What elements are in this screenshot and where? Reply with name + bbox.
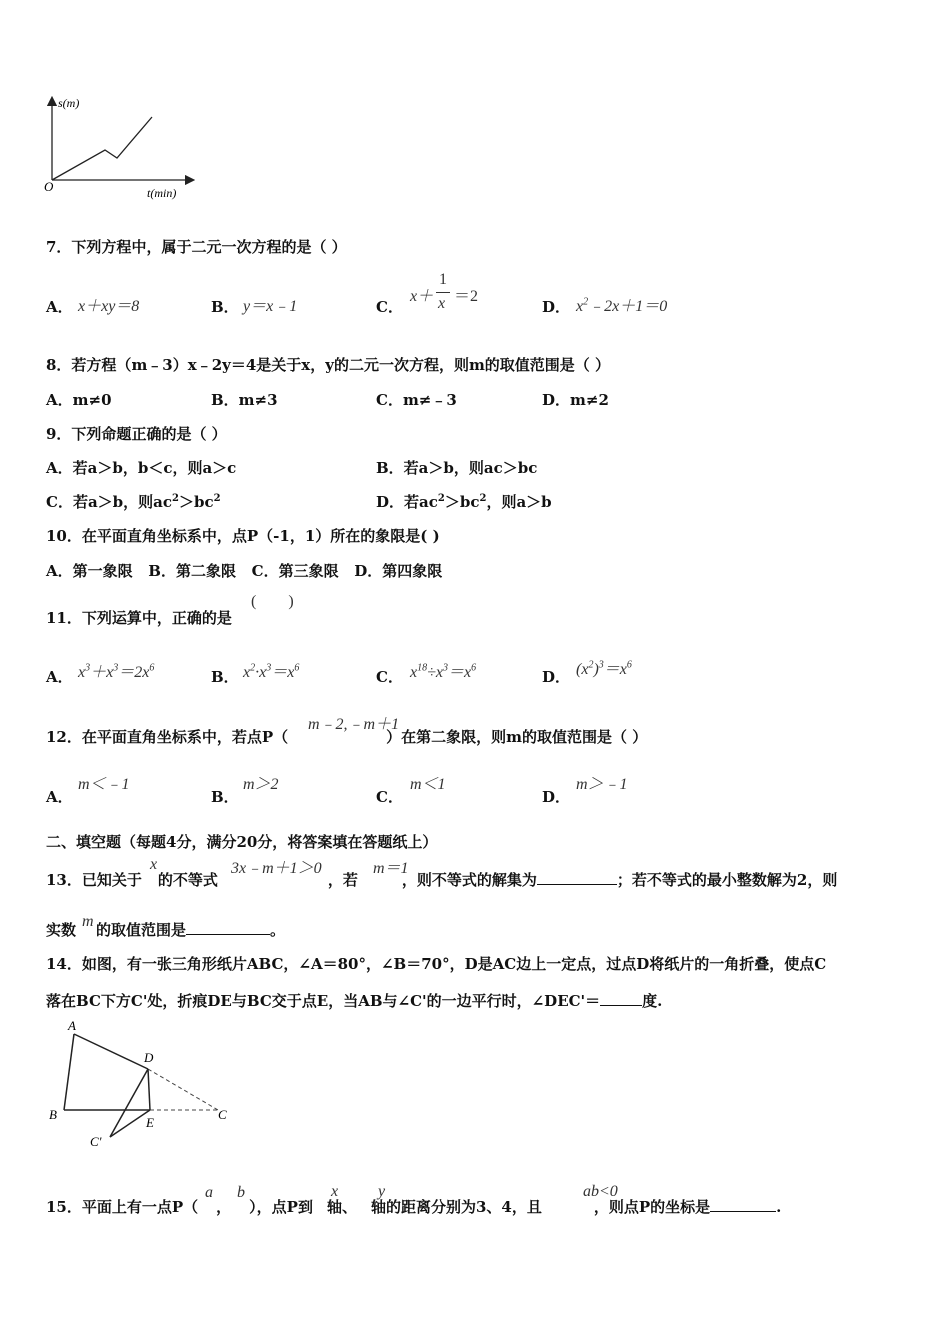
q8-option-d: D．m≠2 <box>542 391 609 409</box>
q7-c-fraction-bar <box>436 292 450 293</box>
q13-line1 <box>46 869 837 890</box>
q11-b-t1: 2 <box>250 662 256 674</box>
q13-line2-pre: 实数 <box>46 921 77 939</box>
q11-option-c <box>410 659 476 682</box>
q11-b-t5: 6 <box>294 662 300 674</box>
q8-option-b: B．m≠3 <box>211 391 278 409</box>
q15-end: . <box>776 1198 782 1216</box>
segment-DE <box>148 1069 150 1110</box>
q10-options: A．第一象限 B．第二象限 C．第三象限 D．第四象限 <box>46 562 443 580</box>
segment-AB <box>64 1034 74 1110</box>
q11-label-a: A． <box>46 668 73 686</box>
q7-stem: 7．下列方程中，属于二元一次方程的是（ ） <box>46 238 347 256</box>
q15-var-a: a <box>205 1184 213 1201</box>
label-B: B <box>49 1107 57 1122</box>
q9-stem: 9．下列命题正确的是（ ） <box>46 425 227 443</box>
q7-c-lhs: x＋ <box>410 288 434 305</box>
q12-label-a: A． <box>46 788 73 806</box>
q15-blank[interactable] <box>710 1197 776 1212</box>
label-A: A <box>68 1018 76 1033</box>
q13-var-m: m <box>82 913 94 930</box>
label-C-prime: C' <box>90 1134 102 1149</box>
q7-c-numerator: 1 <box>439 271 447 288</box>
q11-option-a <box>78 659 154 682</box>
q13-part3: ，若 <box>327 871 358 889</box>
q11-paren: ( ) <box>251 593 294 610</box>
q15-condition: ab<0 <box>583 1183 618 1200</box>
q9-d-mid: ＞bc <box>444 493 480 511</box>
q14-line2-post: 度. <box>642 992 663 1010</box>
q15-part5: ，则点P的坐标是 <box>593 1198 711 1216</box>
q11-b-t4: ＝x <box>271 664 295 681</box>
q11-a-t4: ＝2x <box>118 664 150 681</box>
graph-line <box>52 117 152 180</box>
q7-c-denominator: x <box>438 295 446 312</box>
q11-d-t1: 2 <box>588 659 594 671</box>
q15-part1: 15．平面上有一点P（ <box>46 1198 199 1216</box>
label-C: C <box>218 1107 227 1122</box>
q11-d-t0: (x <box>576 661 589 678</box>
q7-d-post: ﹣2x＋1＝0 <box>588 298 668 315</box>
q13-line2-post: 的取值范围是 <box>96 921 187 939</box>
q11-b-t0: x <box>243 664 251 681</box>
q11-stem: 11．下列运算中，正确的是 <box>46 609 232 627</box>
q11-option-b <box>243 659 299 682</box>
q7-option-c <box>410 271 490 317</box>
triangle-fold-figure <box>40 1015 240 1155</box>
q11-a-t2: ＋x <box>90 664 114 681</box>
q13-blank1[interactable] <box>537 870 617 885</box>
q14-line1: 14．如图，有一张三角形纸片ABC，∠A＝80°，∠B＝70°，D是AC边上一定点，过点D将纸片的一角折叠，使点C <box>46 955 827 973</box>
q15-var-y: y <box>378 1183 386 1200</box>
q12-label-b: B． <box>211 788 239 806</box>
q7-c-rhs: ＝2 <box>454 288 479 305</box>
q15-part4: 轴的距离分别为3、4，且 <box>370 1198 542 1216</box>
q8-option-c: C．m≠﹣3 <box>376 391 457 409</box>
q12-stem-post: ）在第二象限，则m的取值范围是（ ） <box>386 728 648 746</box>
q10-stem: 10．在平面直角坐标系中，点P（-1，1）所在的象限是( ) <box>46 527 440 545</box>
q11-c-t1: 18 <box>417 662 428 674</box>
x-axis-label: t(min) <box>147 186 177 200</box>
q11-b-t2: ·x <box>255 664 267 681</box>
q9-c-pre: C．若a＞b，则ac <box>46 493 172 511</box>
q12-stem-pre: 12．在平面直角坐标系中，若点P（ <box>46 728 289 746</box>
q12-option-d: m＞﹣1 <box>576 776 628 793</box>
q15-part3: 轴、 <box>326 1198 357 1216</box>
q7-option-b: y＝x﹣1 <box>243 298 298 315</box>
q12-coords: m﹣2,﹣m＋1 <box>308 716 400 733</box>
q9-option-b: B．若a＞b，则ac＞bc <box>376 459 538 477</box>
origin-label: O <box>44 179 54 194</box>
q14-line2-pre: 落在BC下方C'处，折痕DE与BC交于点E，当AB与∠C'的一边平行时，∠DEC'＝ <box>46 992 601 1010</box>
q11-option-d <box>576 656 632 679</box>
q11-c-t5: 6 <box>471 662 477 674</box>
q11-a-t1: 3 <box>85 662 91 674</box>
segment-EC-prime <box>110 1110 150 1137</box>
q11-c-t2: ÷x <box>427 664 443 681</box>
q7-d-exp: 2 <box>583 296 589 308</box>
q11-a-t5: 6 <box>149 662 155 674</box>
q14-blank[interactable] <box>600 991 642 1006</box>
q12-label-d: D． <box>542 788 571 806</box>
q13-blank2[interactable] <box>186 920 270 935</box>
label-E: E <box>146 1115 154 1130</box>
q9-c-mid: ＞bc <box>178 493 214 511</box>
q13-condition: m＝1 <box>373 860 409 877</box>
q11-b-t3: 3 <box>266 662 272 674</box>
q8-stem: 8．若方程（m﹣3）x﹣2y＝4是关于x，y的二元一次方程，则m的取值范围是（ ） <box>46 356 611 374</box>
q7-label-d: D． <box>542 298 571 316</box>
segment-DC-dashed <box>148 1069 218 1110</box>
q11-label-b: B． <box>211 668 239 686</box>
q13-var-x: x <box>150 856 158 873</box>
q12-option-c: m＜1 <box>410 776 446 793</box>
q9-c-sq1: 2 <box>172 493 179 504</box>
q11-c-t4: ＝x <box>448 664 472 681</box>
y-axis-label: s(m) <box>58 96 80 110</box>
q9-option-a: A．若a＞b，b＜c，则a＞c <box>46 459 237 477</box>
q13-part2: 的不等式 <box>157 871 218 889</box>
q11-d-t2: ) <box>593 661 599 678</box>
q15-var-b: b <box>237 1184 245 1201</box>
q9-d-pre: D．若ac <box>376 493 438 511</box>
q15-var-x: x <box>331 1183 339 1200</box>
q13-part4: ，则不等式的解集为 <box>401 871 537 889</box>
q11-d-t3: 3 <box>598 659 604 671</box>
q9-d-sq1: 2 <box>437 493 445 504</box>
segment-AD <box>74 1034 148 1069</box>
q13-inequality: 3x﹣m＋1＞0 <box>231 860 322 877</box>
q9-option-c <box>46 491 221 512</box>
q14-line2 <box>46 990 662 1011</box>
q15-comma: ， <box>216 1198 232 1216</box>
q7-label-b: B． <box>211 298 239 316</box>
q13-line2-end: 。 <box>270 921 286 939</box>
q11-label-d: D． <box>542 668 571 686</box>
q9-d-post: ，则a＞b <box>486 493 552 511</box>
q11-label-c: C． <box>376 668 403 686</box>
q8-option-a: A．m≠0 <box>46 391 112 409</box>
q7-label-c: C． <box>376 298 403 316</box>
q11-c-t3: 3 <box>443 662 448 674</box>
q11-a-t3: 3 <box>113 662 119 674</box>
q15-part2: ），点P到 <box>249 1198 313 1216</box>
distance-time-graph <box>40 95 200 205</box>
q7-option-d <box>576 293 667 316</box>
label-D: D <box>144 1050 154 1065</box>
q13-part1: 13．已知关于 <box>46 871 142 889</box>
segment-DC-prime <box>110 1069 148 1137</box>
q11-d-t5: 6 <box>626 659 632 671</box>
section2-title: 二、填空题（每题4分，满分20分，将答案填在答题纸上） <box>46 833 438 851</box>
q9-option-d <box>376 491 552 512</box>
q12-label-c: C． <box>376 788 403 806</box>
q9-d-sq2: 2 <box>479 493 487 504</box>
q11-c-t0: x <box>410 664 418 681</box>
q12-option-a: m＜﹣1 <box>78 776 130 793</box>
q7-label-a: A． <box>46 298 73 316</box>
q12-option-b: m＞2 <box>243 776 279 793</box>
q7-d-pre: x <box>576 298 584 315</box>
q11-a-t0: x <box>78 664 86 681</box>
q13-part5: ；若不等式的最小整数解为2，则 <box>616 871 838 889</box>
q7-option-a: x＋xy＝8 <box>78 298 140 315</box>
q11-d-t4: ＝x <box>603 661 627 678</box>
q9-c-sq2: 2 <box>213 493 221 504</box>
q15-line <box>46 1196 781 1217</box>
